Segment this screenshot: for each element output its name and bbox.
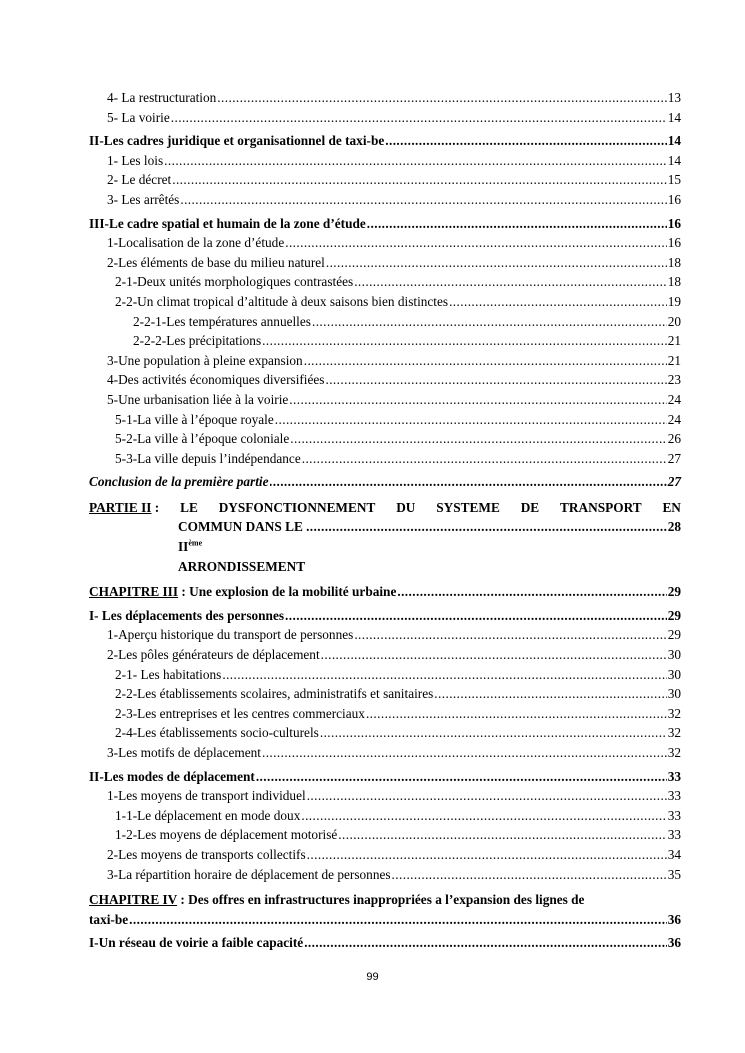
chapter-4-line2 [89, 910, 681, 930]
toc-entry[interactable] [89, 253, 681, 273]
part-heading-line2 [89, 517, 681, 576]
toc-entry[interactable] [89, 370, 681, 390]
toc-entry-title: 1-Aperçu historique du transport de personnes [107, 627, 354, 643]
toc-section-b [89, 606, 681, 884]
toc-entry-page: 19 [667, 293, 681, 309]
dot-leader [321, 645, 667, 665]
toc-entry-title: 2-Les éléments de base du milieu naturel [107, 254, 325, 270]
part-label-group [89, 498, 159, 518]
toc-entry-page: 24 [667, 411, 681, 427]
part-heading [89, 498, 681, 576]
chapter-4-rest: : Des offres en infrastructures inappropriées a l’expansion des lignes de [177, 892, 585, 908]
dot-leader [172, 170, 666, 190]
part-title-pre: COMMUN DANS LE II [178, 519, 303, 555]
toc-entry-page: 21 [667, 352, 681, 368]
toc-entry[interactable] [89, 806, 681, 826]
toc-entry[interactable] [89, 272, 681, 292]
toc-entry[interactable] [89, 429, 681, 449]
toc-entry-title: II-Les modes de déplacement [89, 768, 255, 784]
toc-entry[interactable] [89, 151, 681, 171]
chapter-4-label: CHAPITRE IV [89, 892, 178, 908]
toc-entry-page: 33 [667, 788, 681, 804]
toc-entry-title: 2-3-Les entreprises et les centres commerciaux [115, 705, 365, 721]
dot-leader [301, 806, 666, 826]
toc-entry-page: 14 [667, 152, 681, 168]
dot-leader [320, 723, 667, 743]
dot-leader [367, 214, 667, 234]
toc-entry-page: 14 [667, 133, 681, 149]
toc-entry[interactable] [89, 743, 681, 763]
part-title-word: TRANSPORT [560, 499, 642, 515]
toc-entry-page: 29 [667, 607, 681, 623]
toc-entry-title: 3-Une population à pleine expansion [107, 352, 303, 368]
toc-entry-page: 16 [667, 215, 681, 231]
chapter-3-entry[interactable] [89, 582, 681, 602]
dot-leader [290, 429, 666, 449]
toc-entry[interactable] [89, 410, 681, 430]
toc-entry-title: 2- Le décret [107, 172, 172, 188]
toc-entry[interactable] [89, 625, 681, 645]
dot-leader [217, 88, 666, 108]
part-title-word: DU [396, 499, 416, 515]
toc-entry-page: 27 [667, 450, 681, 466]
dot-leader [302, 449, 667, 469]
dot-leader [312, 312, 667, 332]
toc-entry-title: 1-1-Le déplacement en mode doux [115, 807, 301, 823]
dot-leader [385, 131, 666, 151]
dot-leader [164, 151, 667, 171]
dot-leader [338, 825, 666, 845]
toc-entry[interactable] [89, 190, 681, 210]
toc-entry-page: 13 [667, 90, 681, 105]
toc-entry-page: 30 [667, 666, 681, 682]
toc-entry-title: 1-Les moyens de transport individuel [107, 788, 306, 804]
dot-leader [392, 865, 667, 885]
chapter-3-rest: : Une explosion de la mobilité urbaine [178, 584, 397, 600]
toc-entry-title: 5- La voirie [107, 109, 170, 125]
chapter-3-label: CHAPITRE III [89, 584, 179, 600]
toc-entry-page: 33 [667, 827, 681, 843]
toc-entry[interactable] [89, 88, 681, 108]
toc-entry-title: 5-1-La ville à l’époque royale [115, 411, 274, 427]
toc-entry[interactable] [89, 312, 681, 332]
toc-entry-title: 5-3-La ville depuis l’indépendance [115, 450, 301, 466]
part-title-word: LE [180, 499, 198, 515]
toc-entry-page: 33 [667, 807, 681, 823]
dot-leader [129, 910, 667, 930]
toc-entry-title: 4-Des activités économiques diversifiées [107, 372, 325, 388]
toc-entry-title: 2-Les moyens de transports collectifs [107, 846, 306, 862]
toc-entry-page: 32 [667, 745, 681, 760]
chapter-3-page: 29 [667, 584, 681, 600]
toc-entry-page: 26 [667, 431, 681, 447]
toc-section-c [89, 933, 681, 953]
toc-entry-title: 3-La répartition horaire de déplacement de personnes [107, 866, 391, 882]
toc-entry-title: 5-Une urbanisation liée à la voirie [107, 391, 289, 407]
toc-entry[interactable] [89, 170, 681, 190]
toc-entry-title: 2-1-Deux unités morphologiques contrastées [115, 274, 354, 290]
dot-leader [354, 625, 666, 645]
toc-entry-title: 1-Localisation de la zone d’étude [107, 235, 285, 251]
part-title-sup: ème [188, 538, 203, 548]
toc-entry-page: 30 [667, 647, 681, 663]
toc-entry-title: 2-4-Les établissements socio-culturels [115, 725, 319, 741]
toc-entry[interactable] [89, 723, 681, 743]
toc-entry-page: 32 [667, 725, 681, 741]
toc-entry[interactable] [89, 865, 681, 885]
toc-entry-page: 34 [667, 846, 681, 862]
dot-leader [449, 292, 667, 312]
toc-entry-page: 32 [667, 705, 681, 721]
toc-entry-page: 24 [667, 391, 681, 407]
toc-entry[interactable] [89, 449, 681, 469]
part-title-line2 [178, 517, 305, 576]
toc-entry-title: 5-2-La ville à l’époque coloniale [115, 431, 290, 447]
toc-entry-page: 30 [667, 686, 681, 702]
part-title-word: SYSTEME [436, 499, 500, 515]
chapter-4-line2-text: taxi-be [89, 911, 129, 927]
toc-entry[interactable] [89, 825, 681, 845]
part-title-word: DE [520, 499, 540, 515]
toc-entry[interactable] [89, 645, 681, 665]
toc-entry[interactable] [89, 606, 681, 626]
toc-entry[interactable] [89, 665, 681, 685]
toc-entry[interactable] [89, 472, 681, 492]
chapter-4-line1 [89, 890, 681, 910]
toc-entry-page: 18 [667, 254, 681, 270]
toc-entry-title: 2-Les pôles générateurs de déplacement [107, 647, 320, 663]
part-title-word: DYSFONCTIONNEMENT [218, 499, 376, 515]
toc-entry-page: 35 [667, 866, 681, 882]
part-page: 28 [667, 519, 681, 535]
page-number: 99 [366, 971, 379, 983]
dot-leader [304, 351, 667, 371]
dot-leader [326, 253, 667, 273]
dot-leader [366, 704, 667, 724]
dot-leader [262, 331, 667, 351]
part-title-word: EN [662, 499, 681, 515]
toc-entry-title: 1-2-Les moyens de déplacement motorisé [115, 827, 338, 843]
dot-leader [171, 108, 667, 128]
part-title-post: ARRONDISSEMENT [178, 558, 306, 574]
toc-entry-page: 36 [667, 935, 681, 951]
toc-entry-page: 16 [667, 235, 681, 251]
toc-entry[interactable] [89, 390, 681, 410]
dot-leader [285, 606, 667, 626]
dot-leader [325, 370, 666, 390]
toc-entry[interactable] [89, 108, 681, 128]
chapter-3-title [89, 582, 396, 602]
toc-entry-page: 16 [667, 191, 681, 207]
toc-entry-title: I- Les déplacements des personnes [89, 607, 285, 623]
toc-entry-title: 2-2-2-Les précipitations [133, 333, 262, 349]
toc-entry-title: Conclusion de la première partie [89, 474, 269, 490]
chapter-4-entry[interactable] [89, 890, 681, 929]
dot-leader [397, 582, 666, 602]
dot-leader [306, 517, 667, 537]
toc-entry-title: 2-1- Les habitations [115, 666, 222, 682]
dot-leader [256, 767, 667, 787]
toc-entry-title: 3- Les arrêtés [107, 191, 180, 207]
toc-entry-page: 20 [667, 313, 681, 329]
toc-entry-title: 4- La restructuration [107, 90, 217, 105]
toc-entry[interactable] [89, 845, 681, 865]
dot-leader [262, 743, 667, 763]
toc-entry-page: 18 [667, 274, 681, 290]
toc-entry[interactable] [89, 233, 681, 253]
dot-leader [434, 684, 666, 704]
toc-entry[interactable] [89, 704, 681, 724]
toc-entry-page: 33 [667, 768, 681, 784]
toc-entry[interactable] [89, 767, 681, 787]
toc-entry-title: 1- Les lois [107, 152, 164, 168]
toc-entry[interactable] [89, 292, 681, 312]
dot-leader [307, 845, 667, 865]
toc-entry-page: 29 [667, 627, 681, 643]
toc-entry-title: II-Les cadres juridique et organisationnel de taxi-be [89, 133, 385, 149]
toc-entry[interactable] [89, 684, 681, 704]
toc-entry-page: 15 [667, 172, 681, 188]
dot-leader [270, 472, 667, 492]
chapter-4-page: 36 [667, 911, 681, 927]
dot-leader [304, 933, 667, 953]
toc-entry-title: III-Le cadre spatial et humain de la zone d’étude [89, 215, 366, 231]
dot-leader [307, 786, 667, 806]
toc-entry[interactable] [89, 786, 681, 806]
toc-entry-title: 2-2-1-Les températures annuelles [133, 313, 311, 329]
toc-section-a [89, 88, 681, 492]
toc-entry-page: 27 [667, 474, 681, 490]
toc-entry[interactable] [89, 131, 681, 151]
toc-entry-title: 3-Les motifs de déplacement [107, 745, 261, 760]
dot-leader [354, 272, 667, 292]
toc-entry-page: 23 [667, 372, 681, 388]
toc-entry-page: 21 [667, 333, 681, 349]
dot-leader [285, 233, 666, 253]
part-colon: : [151, 499, 160, 515]
dot-leader [180, 190, 666, 210]
part-label: PARTIE II [89, 499, 152, 515]
toc-entry[interactable] [89, 214, 681, 234]
toc-entry-title: 2-2-Un climat tropical d’altitude à deux saisons bien distinctes [115, 293, 449, 309]
table-of-contents [89, 88, 681, 953]
part-heading-line1 [89, 498, 681, 518]
toc-entry[interactable] [89, 331, 681, 351]
toc-entry-title: 2-2-Les établissements scolaires, administratifs et sanitaires [115, 686, 434, 702]
toc-entry[interactable] [89, 933, 681, 953]
dot-leader [289, 390, 666, 410]
toc-entry-page: 14 [667, 109, 681, 125]
dot-leader [275, 410, 667, 430]
toc-entry[interactable] [89, 351, 681, 371]
toc-entry-title: I-Un réseau de voirie a faible capacité [89, 935, 304, 951]
dot-leader [222, 665, 666, 685]
